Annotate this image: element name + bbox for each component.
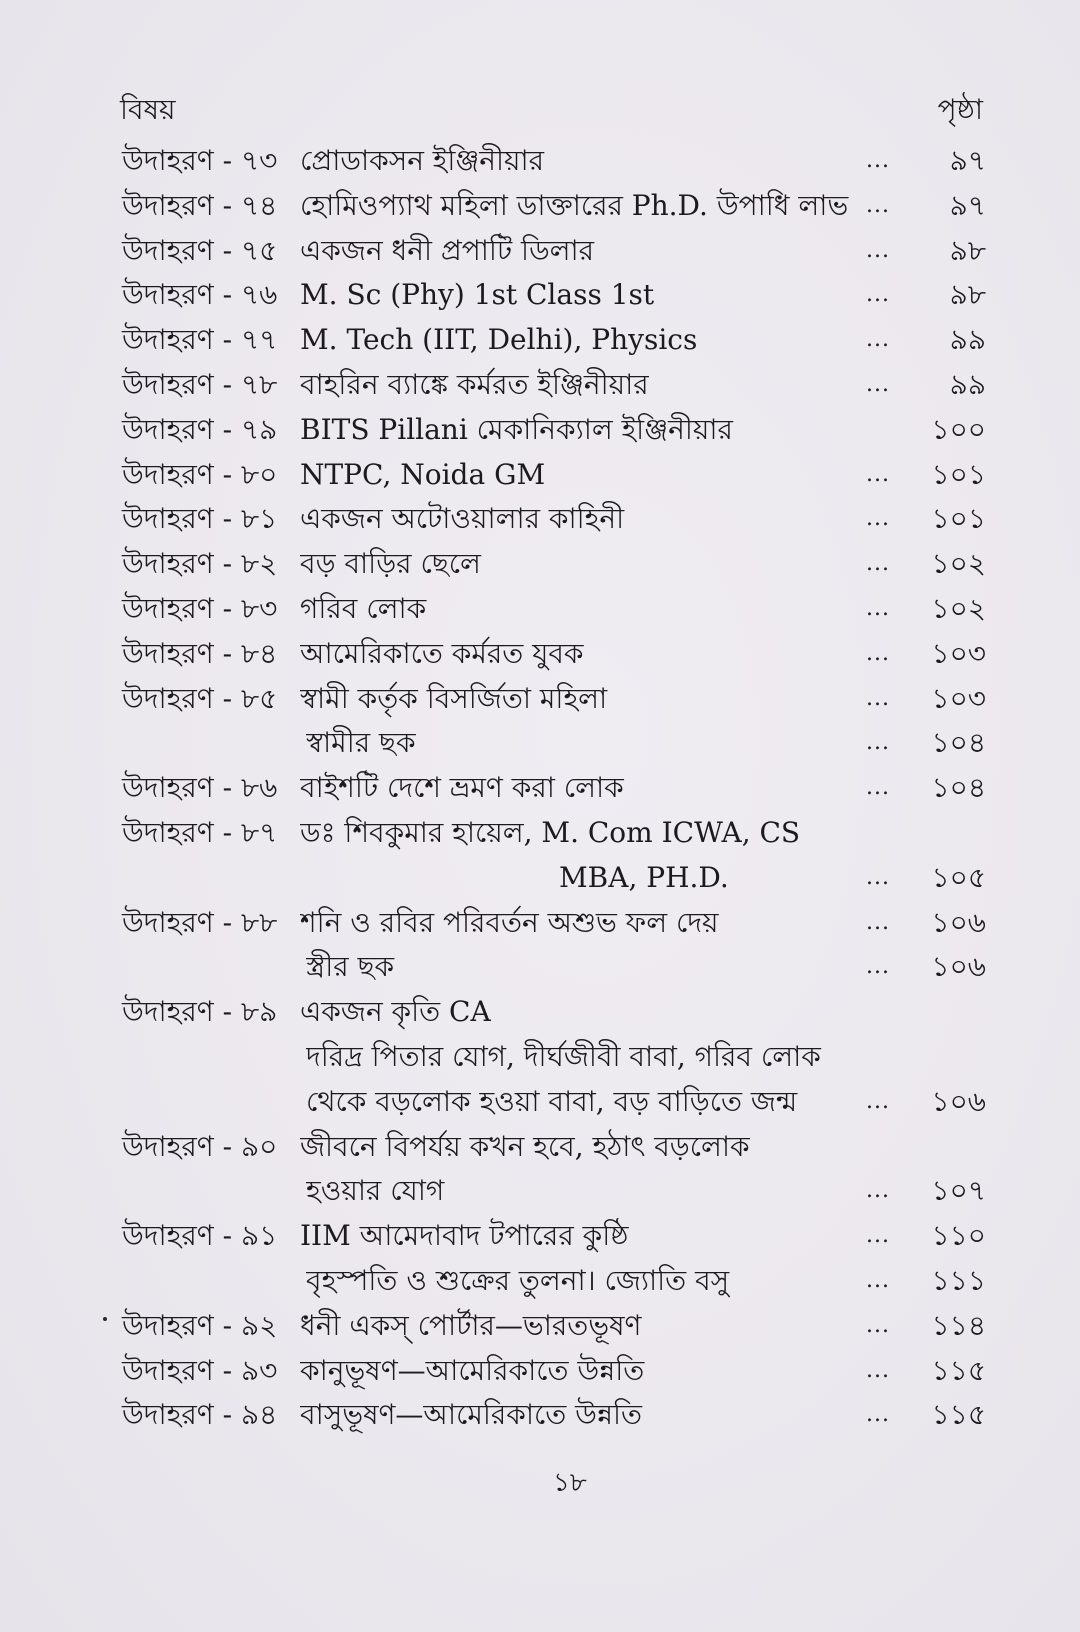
dot-leader: ... bbox=[866, 775, 890, 801]
dot-leader: ... bbox=[866, 506, 890, 532]
page-number: ১১১ bbox=[931, 1263, 986, 1297]
entry-label: উদাহরণ - ৮৮ bbox=[122, 905, 278, 939]
dot-leader: ... bbox=[866, 1088, 890, 1114]
toc-entry-continuation bbox=[0, 721, 1080, 766]
entry-title: আমেরিকাতে কর্মরত যুবক bbox=[300, 636, 584, 670]
page-number: ১০০ bbox=[931, 412, 986, 446]
page-number: ১১৫ bbox=[931, 1353, 986, 1387]
entry-label: উদাহরণ - ৯৩ bbox=[122, 1353, 278, 1387]
toc-entry bbox=[0, 901, 1080, 946]
entry-title: M. Sc (Phy) 1st Class 1st bbox=[300, 278, 655, 312]
page-number: ১০২ bbox=[931, 547, 986, 581]
entry-label: উদাহরণ - ৮১ bbox=[122, 502, 278, 536]
page-number: ১০৩ bbox=[931, 636, 986, 670]
toc-entry-continuation bbox=[0, 1259, 1080, 1304]
page-number: ১০১ bbox=[931, 502, 986, 536]
page-number: ১০৬ bbox=[931, 950, 986, 984]
toc-entry bbox=[0, 363, 1080, 408]
entry-label: উদাহরণ - ৯০ bbox=[122, 1129, 278, 1163]
entry-title: বাহরিন ব্যাঙ্কে কর্মরত ইঞ্জিনীয়ার bbox=[300, 367, 649, 401]
dot-leader: ... bbox=[866, 327, 890, 353]
dot-leader: ... bbox=[866, 595, 890, 621]
entry-label: উদাহরণ - ৮২ bbox=[122, 547, 278, 581]
dot-leader: ... bbox=[866, 1223, 890, 1249]
toc-entry bbox=[0, 184, 1080, 229]
dot-leader: ... bbox=[866, 640, 890, 666]
toc-entry-continuation bbox=[0, 856, 1080, 901]
page-number: ১০৫ bbox=[931, 860, 986, 894]
page-number: ১০৪ bbox=[931, 771, 986, 805]
toc-entry bbox=[0, 1125, 1080, 1170]
page-number: ৯৮ bbox=[949, 233, 986, 267]
toc-entry bbox=[0, 139, 1080, 184]
toc-entry bbox=[0, 1349, 1080, 1394]
toc-entry-continuation bbox=[0, 1035, 1080, 1080]
page-number: ১০৬ bbox=[931, 1084, 986, 1118]
toc-entry bbox=[0, 632, 1080, 677]
dot-leader: ... bbox=[866, 1402, 890, 1428]
dot-leader: ... bbox=[866, 192, 890, 218]
continuation-text: হওয়ার যোগ bbox=[306, 1174, 445, 1208]
entry-label: উদাহরণ - ৮৫ bbox=[122, 681, 278, 715]
page-number: ৯৮ bbox=[949, 278, 986, 312]
dot-leader: ... bbox=[866, 461, 890, 487]
dot-leader: ... bbox=[866, 371, 890, 397]
continuation-text: স্বামীর ছক bbox=[306, 726, 416, 760]
dot-leader: ... bbox=[866, 551, 890, 577]
toc-entry bbox=[0, 811, 1080, 856]
toc-entry bbox=[0, 766, 1080, 811]
page-number: ১০৪ bbox=[931, 726, 986, 760]
entry-title: ডঃ শিবকুমার হায়েল, M. Com ICWA, CS bbox=[300, 815, 801, 849]
dot-leader: ... bbox=[866, 909, 890, 935]
toc-entry bbox=[0, 1393, 1080, 1438]
entry-label: উদাহরণ - ৭৮ bbox=[122, 367, 278, 401]
entry-title: IIM আমেদাবাদ টপারের কুষ্ঠি bbox=[300, 1219, 629, 1253]
entry-label: উদাহরণ - ৯৪ bbox=[122, 1398, 278, 1432]
dot-leader: ... bbox=[866, 282, 890, 308]
entry-label: উদাহরণ - ৭৭ bbox=[122, 323, 278, 357]
entry-label: উদাহরণ - ৯১ bbox=[122, 1219, 278, 1253]
toc-entry-continuation bbox=[0, 1080, 1080, 1125]
entry-title: ধনী একস্ পোর্টার—ভারতভূষণ bbox=[300, 1308, 642, 1342]
page-number: ৯৯ bbox=[949, 323, 986, 357]
entry-label: উদাহরণ - ৮৭ bbox=[122, 815, 278, 849]
page-number: ১১০ bbox=[931, 1219, 986, 1253]
entry-label: উদাহরণ - ৮৯ bbox=[122, 995, 278, 1029]
page-number: ১১৪ bbox=[931, 1308, 986, 1342]
toc-entry bbox=[0, 318, 1080, 363]
page-number: ৯৯ bbox=[949, 367, 986, 401]
entry-title: NTPC, Noida GM bbox=[300, 457, 546, 491]
toc-entry bbox=[0, 453, 1080, 498]
page-column-heading: পৃষ্ঠা bbox=[937, 93, 983, 126]
toc-entry bbox=[0, 229, 1080, 274]
toc-entry bbox=[0, 677, 1080, 722]
continuation-text: দরিদ্র পিতার যোগ, দীর্ঘজীবী বাবা, গরিব লোক bbox=[306, 1039, 821, 1073]
entry-label: উদাহরণ - ৭৫ bbox=[122, 233, 278, 267]
subject-column-heading: বিষয় bbox=[120, 93, 176, 126]
toc-entry bbox=[0, 1304, 1080, 1349]
entry-title: বাইশটি দেশে ভ্রমণ করা লোক bbox=[300, 771, 624, 805]
entry-title: বড় বাড়ির ছেলে bbox=[300, 547, 481, 581]
page-number: ১০৬ bbox=[931, 905, 986, 939]
page-number: ৯৭ bbox=[949, 188, 986, 222]
dot-leader: ... bbox=[866, 864, 890, 890]
toc-entry bbox=[0, 497, 1080, 542]
toc-entry-continuation bbox=[0, 1169, 1080, 1214]
page-number: ১০৭ bbox=[931, 1174, 986, 1208]
entry-label: উদাহরণ - ৮৪ bbox=[122, 636, 278, 670]
entry-label: উদাহরণ - ৮৩ bbox=[122, 591, 278, 625]
page-number: ১০১ bbox=[931, 457, 986, 491]
entry-label: উদাহরণ - ৮০ bbox=[122, 457, 278, 491]
entry-label: উদাহরণ - ৯২ bbox=[122, 1308, 278, 1342]
dot-leader: ... bbox=[866, 1178, 890, 1204]
continuation-text: বৃহস্পতি ও শুক্রের তুলনা। জ্যোতি বসু bbox=[306, 1263, 730, 1297]
toc-entry bbox=[0, 542, 1080, 587]
dot-leader: ... bbox=[866, 1267, 890, 1293]
table-of-contents bbox=[0, 139, 1080, 1438]
dot-leader: ... bbox=[866, 237, 890, 263]
toc-entry-continuation bbox=[0, 945, 1080, 990]
entry-title: শনি ও রবির পরিবর্তন অশুভ ফল দেয় bbox=[300, 905, 719, 939]
entry-label: উদাহরণ - ৭৯ bbox=[122, 412, 278, 446]
toc-entry bbox=[0, 273, 1080, 318]
entry-title: বাসুভূষণ—আমেরিকাতে উন্নতি bbox=[300, 1398, 642, 1432]
entry-title: হোমিওপ্যাথ মহিলা ডাক্তারের Ph.D. উপাধি লাভ bbox=[300, 188, 849, 222]
entry-title: একজন কৃতি CA bbox=[300, 995, 491, 1029]
toc-entry bbox=[0, 587, 1080, 632]
toc-entry bbox=[0, 408, 1080, 453]
toc-entry bbox=[0, 990, 1080, 1035]
toc-header bbox=[0, 87, 1080, 132]
dot-leader: ... bbox=[866, 1357, 890, 1383]
ink-speck bbox=[103, 1317, 107, 1321]
entry-label: উদাহরণ - ৭৬ bbox=[122, 278, 278, 312]
entry-title: কানুভূষণ—আমেরিকাতে উন্নতি bbox=[300, 1353, 645, 1387]
dot-leader: ... bbox=[866, 148, 890, 173]
entry-title: M. Tech (IIT, Delhi), Physics bbox=[300, 323, 698, 357]
footer-page-number: ১৮ bbox=[553, 1468, 587, 1498]
entry-title: জীবনে বিপর্যয় কখন হবে, হঠাৎ বড়লোক bbox=[300, 1129, 750, 1163]
page-number: ৯৭ bbox=[949, 144, 986, 177]
entry-label: উদাহরণ - ৭৩ bbox=[122, 144, 278, 177]
toc-entry bbox=[0, 1214, 1080, 1259]
continuation-text: থেকে বড়লোক হওয়া বাবা, বড় বাড়িতে জন্ম bbox=[306, 1084, 798, 1118]
entry-title: স্বামী কর্তৃক বিসর্জিতা মহিলা bbox=[300, 681, 608, 715]
dot-leader: ... bbox=[866, 685, 890, 711]
entry-title: BITS Pillani মেকানিক্যাল ইঞ্জিনীয়ার bbox=[300, 412, 733, 446]
entry-title: গরিব লোক bbox=[300, 591, 427, 625]
page-number: ১০২ bbox=[931, 591, 986, 625]
continuation-text: স্ত্রীর ছক bbox=[306, 950, 395, 984]
entry-title: একজন অটোওয়ালার কাহিনী bbox=[300, 502, 625, 536]
page-number: ১০৩ bbox=[931, 681, 986, 715]
page-number: ১১৫ bbox=[931, 1398, 986, 1432]
entry-label: উদাহরণ - ৭৪ bbox=[122, 188, 278, 222]
entry-title: একজন ধনী প্রপাটি ডিলার bbox=[300, 233, 595, 267]
dot-leader: ... bbox=[866, 1312, 890, 1338]
entry-label: উদাহরণ - ৮৬ bbox=[122, 771, 278, 805]
entry-title: প্রোডাকসন ইঞ্জিনীয়ার bbox=[300, 144, 545, 177]
dot-leader: ... bbox=[866, 730, 890, 756]
continuation-text: MBA, PH.D. bbox=[559, 860, 729, 894]
dot-leader: ... bbox=[866, 954, 890, 980]
